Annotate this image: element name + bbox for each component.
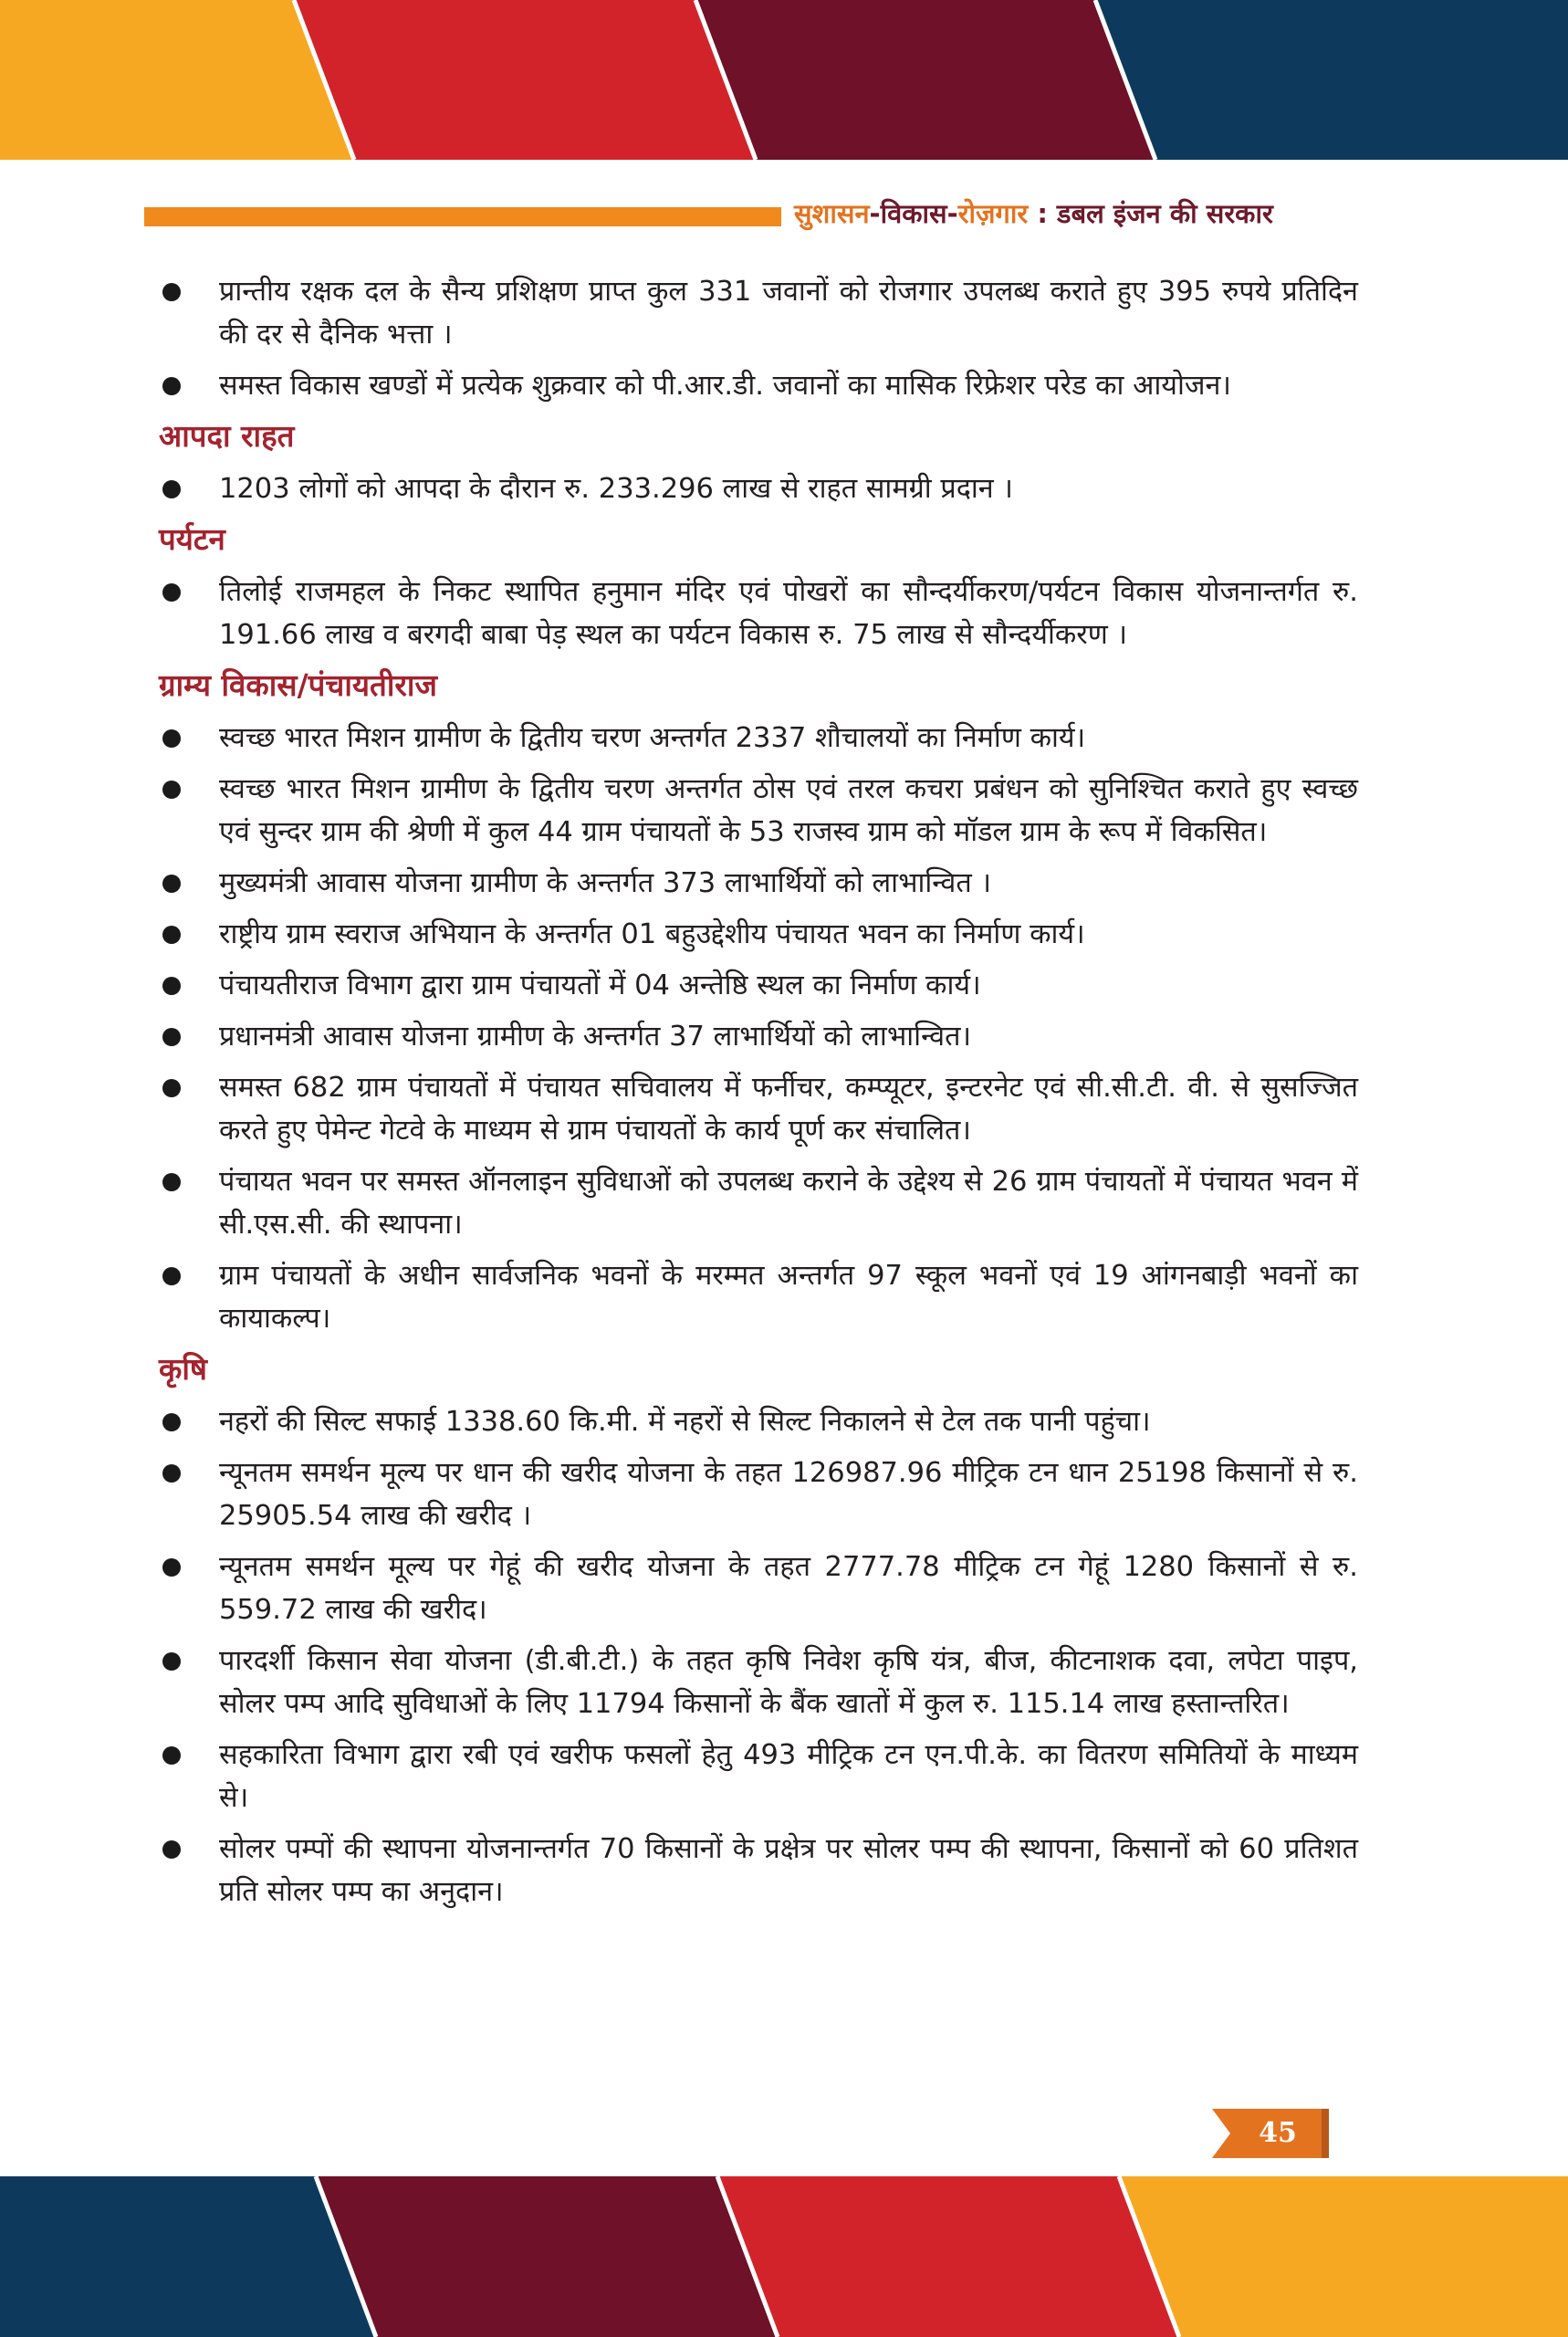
bullet-icon bbox=[162, 583, 181, 602]
bullet-icon bbox=[162, 1028, 181, 1046]
running-header bbox=[794, 195, 1273, 231]
list-item-text: सोलर पम्पों की स्थापना योजनान्तर्गत 70 किसानों के प्रक्षेत्र पर सोलर पम्प की स्थापना, किसानों को 60 प्रतिशत प्रति सोलर पम्प का अनुदान। bbox=[219, 1833, 1358, 1908]
list-item bbox=[159, 467, 1358, 510]
list-item bbox=[159, 1015, 1358, 1058]
header-part-4: : डबल इंजन की सरकार bbox=[1028, 198, 1273, 229]
section-title: ग्राम्य विकास/पंचायतीराज bbox=[159, 667, 437, 703]
list-item bbox=[159, 1546, 1358, 1631]
list-item-text: न्यूनतम समर्थन मूल्य पर गेहूं की खरीद योजना के तहत 2777.78 मीट्रिक टन गेहूं 1280 किसानों से रु. 559.72 लाख की खरीद। bbox=[219, 1551, 1358, 1626]
list-item bbox=[159, 964, 1358, 1007]
intro-list bbox=[159, 270, 1358, 407]
header-rule bbox=[144, 207, 781, 226]
list-item-text: समस्त 682 ग्राम पंचायतों में पंचायत सचिवालय में फर्नीचर, कम्प्यूटर, इन्टरनेट एवं सी.सी.टी. वी. से सुसज्जित करते हुए पेमेन्ट गेटवे के माध्यम से ग्राम पंचायतों के कार्य पूर्ण कर संचालित। bbox=[219, 1072, 1358, 1147]
bullet-icon bbox=[162, 1413, 181, 1431]
bullet-icon bbox=[162, 977, 181, 995]
bullet-icon bbox=[162, 1464, 181, 1483]
page-number: 45 bbox=[1259, 2117, 1297, 2149]
bullet-icon bbox=[162, 377, 181, 395]
list-item-text: स्वच्छ भारत मिशन ग्रामीण के द्वितीय चरण अन्तर्गत 2337 शौचालयों का निर्माण कार्य। bbox=[219, 722, 1086, 754]
bullet-icon bbox=[162, 480, 181, 498]
bottom-color-band bbox=[0, 2176, 1568, 2337]
list-item bbox=[159, 913, 1358, 956]
list-item-text: पंचायत भवन पर समस्त ऑनलाइन सुविधाओं को उपलब्ध कराने के उद्देश्य से 26 ग्राम पंचायतों में पंचायत भवन में सी.एस.सी. की स्थापना। bbox=[219, 1166, 1358, 1241]
section-agriculture bbox=[159, 1349, 1358, 1913]
section-rural-development bbox=[159, 665, 1358, 1340]
bullet-icon bbox=[162, 1267, 181, 1285]
header-part-3: रोज़गार bbox=[957, 198, 1029, 229]
list-item-text: प्रधानमंत्री आवास योजना ग्रामीण के अन्तर्गत 37 लाभार्थियों को लाभान्वित। bbox=[219, 1021, 972, 1053]
list-item bbox=[159, 862, 1358, 905]
list-item-text: पारदर्शी किसान सेवा योजना (डी.बी.टी.) के तहत कृषि निवेश कृषि यंत्र, बीज, कीटनाशक दवा, लपेटा पाइप, सोलर पम्प आदि सुविधाओं के लिए 11794 किसानों के बैंक खातों में कुल रु. 115.14 लाख हस्तान्तरित। bbox=[219, 1645, 1358, 1720]
list-item-text: समस्त विकास खण्डों में प्रत्येक शुक्रवार को पी.आर.डी. जवानों का मासिक रिफ्रेशर परेड का आयोजन। bbox=[219, 370, 1231, 402]
list-item bbox=[159, 768, 1358, 854]
bullet-icon bbox=[162, 1840, 181, 1859]
list-item bbox=[159, 1640, 1358, 1725]
list-item bbox=[159, 1254, 1358, 1340]
list-item-text: ग्राम पंचायतों के अधीन सार्वजनिक भवनों के मरम्मत अन्तर्गत 97 स्कूल भवनों एवं 19 आंगनबाड़ी भवनों का कायाकल्प। bbox=[219, 1260, 1358, 1335]
list-item-text: नहरों की सिल्ट सफाई 1338.60 कि.मी. में नहरों से सिल्ट निकालने से टेल तक पानी पहुंचा। bbox=[219, 1406, 1151, 1438]
list-item-text: प्रान्तीय रक्षक दल के सैन्य प्रशिक्षण प्राप्त कुल 331 जवानों को रोजगार उपलब्ध कराते हुए 395 रुपये प्रतिदिन की दर से दैनिक भत्ता । bbox=[219, 276, 1358, 351]
list-item-text: पंचायतीराज विभाग द्वारा ग्राम पंचायतों में 04 अन्तेष्ठि स्थल का निर्माण कार्य। bbox=[219, 969, 981, 1001]
bullet-icon bbox=[162, 1652, 181, 1671]
section-title: पर्यटन bbox=[159, 521, 225, 557]
list-item-text: 1203 लोगों को आपदा के दौरान रु. 233.296 लाख से राहत सामग्री प्रदान । bbox=[219, 473, 1013, 505]
list-item bbox=[159, 571, 1358, 656]
list-item-text: मुख्यमंत्री आवास योजना ग्रामीण के अन्तर्गत 373 लाभार्थियों को लाभान्वित । bbox=[219, 867, 992, 899]
list-item bbox=[159, 1160, 1358, 1246]
bullet-icon bbox=[162, 729, 181, 748]
bullet-icon bbox=[162, 1558, 181, 1577]
list-item bbox=[159, 717, 1358, 760]
header-sep-1: - bbox=[869, 198, 881, 229]
bullet-icon bbox=[162, 781, 181, 799]
page-content bbox=[159, 270, 1358, 1922]
list-item-text: सहकारिता विभाग द्वारा रबी एवं खरीफ फसलों हेतु 493 मीट्रिक टन एन.पी.के. का वितरण समितियों के माध्यम से। bbox=[219, 1739, 1358, 1814]
header-part-1: सुशासन bbox=[794, 198, 870, 229]
bullet-icon bbox=[162, 1173, 181, 1191]
section-title: कृषि bbox=[159, 1351, 207, 1387]
list-item bbox=[159, 270, 1358, 356]
list-item-text: न्यूनतम समर्थन मूल्य पर धान की खरीद योजना के तहत 126987.96 मीट्रिक टन धान 25198 किसानों से रु. 25905.54 लाख की खरीद । bbox=[219, 1457, 1358, 1532]
list-item-text: राष्ट्रीय ग्राम स्वराज अभियान के अन्तर्गत 01 बहुउद्देशीय पंचायत भवन का निर्माण कार्य। bbox=[219, 918, 1085, 950]
bullet-icon bbox=[162, 1746, 181, 1765]
section-title: आपदा राहत bbox=[159, 418, 295, 454]
header-part-2: विकास bbox=[880, 198, 947, 229]
bullet-icon bbox=[162, 283, 181, 301]
list-item-text: स्वच्छ भारत मिशन ग्रामीण के द्वितीय चरण अन्तर्गत ठोस एवं तरल कचरा प्रबंधन को सुनिश्चित कराते हुए स्वच्छ एवं सुन्दर ग्राम की श्रेणी में कुल 44 ग्राम पंचायतों के 53 राजस्व ग्राम को मॉडल ग्राम के रूप में विकसित। bbox=[219, 773, 1358, 848]
section-tourism bbox=[159, 519, 1358, 656]
list-item bbox=[159, 1451, 1358, 1537]
section-disaster bbox=[159, 416, 1358, 510]
list-item bbox=[159, 1066, 1358, 1152]
bullet-icon bbox=[162, 875, 181, 893]
list-item-text: तिलोई राजमहल के निकट स्थापित हनुमान मंदिर एवं पोखरों का सौन्दर्यीकरण/पर्यटन विकास योजनान्तर्गत रु. 191.66 लाख व बरगदी बाबा पेड़ स्थल का पर्यटन विकास रु. 75 लाख से सौन्दर्यीकरण । bbox=[219, 576, 1358, 651]
list-item bbox=[159, 1734, 1358, 1819]
list-item bbox=[159, 1400, 1358, 1443]
list-item bbox=[159, 1828, 1358, 1913]
bullet-icon bbox=[162, 926, 181, 944]
bullet-icon bbox=[162, 1079, 181, 1097]
header-sep-2: - bbox=[946, 198, 958, 229]
top-color-band bbox=[0, 0, 1568, 160]
list-item bbox=[159, 364, 1358, 407]
